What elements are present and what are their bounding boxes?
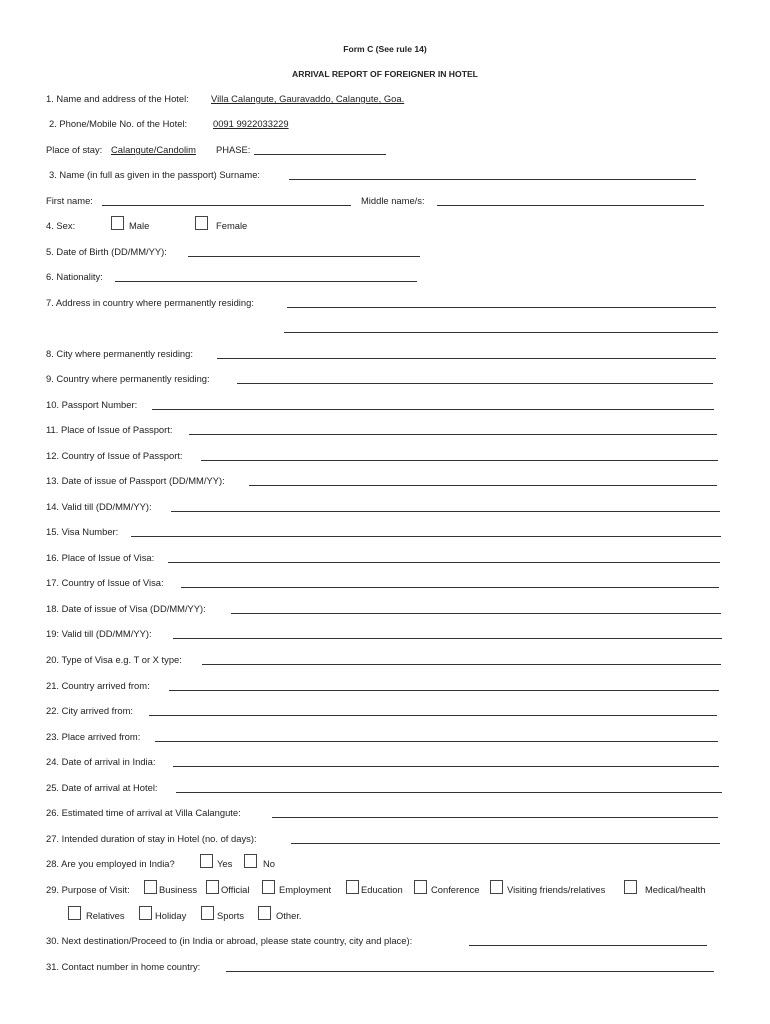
education-checkbox[interactable] <box>346 880 359 894</box>
passport-country-input[interactable] <box>201 460 718 461</box>
holiday-checkbox[interactable] <box>139 906 152 920</box>
visa-number-input[interactable] <box>131 536 721 537</box>
visiting-friends-label: Visiting friends/relatives <box>507 884 606 895</box>
passport-place-label: 11. Place of Issue of Passport: <box>46 424 173 435</box>
phase-input[interactable] <box>254 154 386 155</box>
hotel-phone-label: 2. Phone/Mobile No. of the Hotel: <box>49 118 188 129</box>
visa-number-label: 15. Visa Number: <box>46 526 119 537</box>
visiting-friends-checkbox[interactable] <box>490 880 503 894</box>
holiday-label: Holiday <box>155 910 187 921</box>
hotel-phone-value: 0091 9922033229 <box>213 118 289 129</box>
passport-number-input[interactable] <box>152 409 714 410</box>
city-arrived-label: 22. City arrived from: <box>46 705 134 716</box>
visa-country-label: 17. Country of Issue of Visa: <box>46 577 164 588</box>
conference-label: Conference <box>431 884 480 895</box>
employment-label: Employment <box>279 884 332 895</box>
country-residing-label: 9. Country where permanently residing: <box>46 373 210 384</box>
passport-valid-input[interactable] <box>171 511 720 512</box>
male-label: Male <box>129 220 150 231</box>
relatives-checkbox[interactable] <box>68 906 81 920</box>
business-label: Business <box>159 884 198 895</box>
city-residing-input[interactable] <box>217 358 716 359</box>
contact-number-input[interactable] <box>226 971 714 972</box>
medical-checkbox[interactable] <box>624 880 637 894</box>
city-arrived-input[interactable] <box>149 715 717 716</box>
hotel-name-value: Villa Calangute, Gauravaddo, Calangute, Goa. <box>211 93 405 104</box>
passport-valid-label: 14. Valid till (DD/MM/YY): <box>46 501 152 512</box>
employment-checkbox[interactable] <box>262 880 275 894</box>
visa-issue-date-label: 18. Date of issue of Visa (DD/MM/YY): <box>46 603 206 614</box>
stay-duration-input[interactable] <box>291 843 720 844</box>
surname-label: 3. Name (in full as given in the passport) Surname: <box>49 169 261 180</box>
passport-number-label: 10. Passport Number: <box>46 399 138 410</box>
arrival-india-input[interactable] <box>173 766 719 767</box>
sports-label: Sports <box>217 910 245 921</box>
middle-name-input[interactable] <box>437 205 704 206</box>
first-name-label: First name: <box>46 195 93 206</box>
relatives-label: Relatives <box>86 910 125 921</box>
contact-number-label: 31. Contact number in home country: <box>46 961 201 972</box>
middle-name-label: Middle name/s: <box>361 195 425 206</box>
employed-label: 28. Are you employed in India? <box>46 858 175 869</box>
other-checkbox[interactable] <box>258 906 271 920</box>
arrival-hotel-label: 25. Date of arrival at Hotel: <box>46 782 158 793</box>
official-label: Official <box>221 884 250 895</box>
address-input-2[interactable] <box>284 332 718 333</box>
sex-label: 4. Sex: <box>46 220 76 231</box>
dob-input[interactable] <box>188 256 420 257</box>
next-destination-input[interactable] <box>469 945 707 946</box>
report-title: ARRIVAL REPORT OF FOREIGNER IN HOTEL <box>292 69 478 79</box>
country-arrived-input[interactable] <box>169 690 719 691</box>
sports-checkbox[interactable] <box>201 906 214 920</box>
passport-place-input[interactable] <box>189 434 717 435</box>
visa-valid-input[interactable] <box>173 638 722 639</box>
visa-place-input[interactable] <box>168 562 720 563</box>
passport-country-label: 12. Country of Issue of Passport: <box>46 450 183 461</box>
country-residing-input[interactable] <box>237 383 713 384</box>
hotel-name-label: 1. Name and address of the Hotel: <box>46 93 189 104</box>
next-destination-label: 30. Next destination/Proceed to (in India or abroad, please state country, city and place): <box>46 935 413 946</box>
surname-input[interactable] <box>289 179 696 180</box>
dob-label: 5. Date of Birth (DD/MM/YY): <box>46 246 167 257</box>
conference-checkbox[interactable] <box>414 880 427 894</box>
male-checkbox[interactable] <box>111 216 124 230</box>
place-of-stay-value: Calangute/Candolim <box>111 144 196 155</box>
place-arrived-input[interactable] <box>155 741 718 742</box>
nationality-input[interactable] <box>115 281 417 282</box>
visa-issue-date-input[interactable] <box>231 613 721 614</box>
stay-duration-label: 27. Intended duration of stay in Hotel (no. of days): <box>46 833 257 844</box>
other-label: Other. <box>276 910 302 921</box>
arrival-india-label: 24. Date of arrival in India: <box>46 756 156 767</box>
visa-place-label: 16. Place of Issue of Visa: <box>46 552 155 563</box>
employed-no-label: No <box>263 858 275 869</box>
visa-country-input[interactable] <box>181 587 719 588</box>
medical-label: Medical/health <box>645 884 706 895</box>
purpose-label: 29. Purpose of Visit: <box>46 884 130 895</box>
passport-issue-date-input[interactable] <box>249 485 717 486</box>
eta-input[interactable] <box>272 817 718 818</box>
nationality-label: 6. Nationality: <box>46 271 103 282</box>
official-checkbox[interactable] <box>206 880 219 894</box>
visa-valid-label: 19: Valid till (DD/MM/YY): <box>46 628 152 639</box>
female-label: Female <box>216 220 248 231</box>
education-label: Education <box>361 884 403 895</box>
arrival-hotel-input[interactable] <box>176 792 722 793</box>
form-title: Form C (See rule 14) <box>343 44 427 54</box>
employed-yes-checkbox[interactable] <box>200 854 213 868</box>
visa-type-input[interactable] <box>202 664 721 665</box>
phase-label: PHASE: <box>216 144 251 155</box>
address-label: 7. Address in country where permanently residing: <box>46 297 254 308</box>
employed-yes-label: Yes <box>217 858 233 869</box>
employed-no-checkbox[interactable] <box>244 854 257 868</box>
country-arrived-label: 21. Country arrived from: <box>46 680 150 691</box>
visa-type-label: 20. Type of Visa e.g. T or X type: <box>46 654 182 665</box>
place-of-stay-label: Place of stay: <box>46 144 103 155</box>
business-checkbox[interactable] <box>144 880 157 894</box>
eta-label: 26. Estimated time of arrival at Villa Calangute: <box>46 807 241 818</box>
address-input-1[interactable] <box>287 307 716 308</box>
city-residing-label: 8. City where permanently residing: <box>46 348 193 359</box>
first-name-input[interactable] <box>102 205 351 206</box>
place-arrived-label: 23. Place arrived from: <box>46 731 141 742</box>
passport-issue-date-label: 13. Date of issue of Passport (DD/MM/YY): <box>46 475 225 486</box>
female-checkbox[interactable] <box>195 216 208 230</box>
